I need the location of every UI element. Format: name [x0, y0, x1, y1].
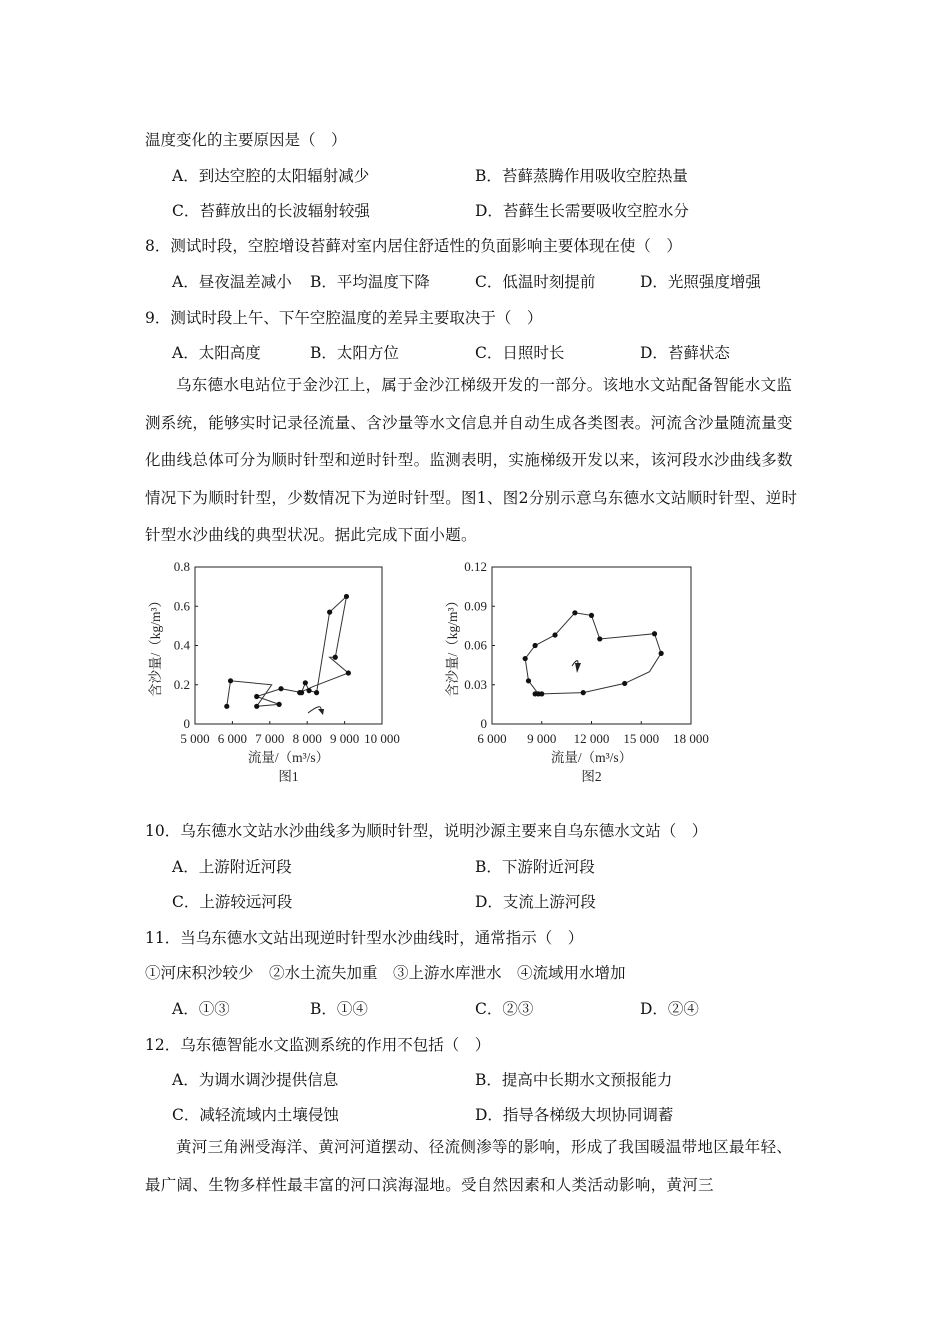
- plot-frame: [492, 567, 691, 724]
- data-point: [526, 678, 531, 683]
- q7-option-b: B．苔藓蒸腾作用吸收空腔热量: [475, 167, 688, 185]
- data-point: [589, 613, 594, 618]
- q12-option-d: D．指导各梯级大坝协同调蓄: [475, 1106, 674, 1124]
- y-tick-label: 0: [480, 716, 487, 731]
- y-tick-label: 0.06: [464, 637, 487, 653]
- data-point: [622, 681, 627, 686]
- chart-1: [148, 559, 400, 784]
- q8-option-c: C．低温时刻提前: [475, 273, 596, 291]
- direction-arrowhead: [318, 709, 324, 715]
- x-tick-label: 5 000: [180, 731, 210, 746]
- x-tick-label: 10 000: [364, 731, 400, 746]
- data-point: [297, 690, 302, 695]
- data-point: [533, 643, 538, 648]
- data-point: [254, 704, 259, 709]
- data-point: [539, 691, 544, 696]
- passage-wudongde-text: 乌东德水电站位于金沙江上，属于金沙江梯级开发的一部分。该地水文站配备智能水文监测系统，能够实时记录径流量、含沙量等水文信息并自动生成各类图表。河流含沙量随流量变化曲线总体可分为顺时针型和逆时针型。监测表明，实施梯级开发以来，该河段水沙曲线多数情况下为顺时针型，少数情况下为逆时针型。图1、图2分别示意乌东德水文站顺时针型、逆时针型水沙曲线的典型状况。据此完成下面小题。: [145, 376, 798, 544]
- plot-frame: [195, 567, 382, 724]
- figure-svg: [145, 555, 709, 790]
- data-point: [346, 670, 351, 675]
- chart-2: [445, 559, 709, 784]
- series-line: [525, 613, 661, 694]
- q7-option-c: C．苔藓放出的长波辐射较强: [172, 202, 370, 220]
- y-tick-label: 0.03: [464, 676, 487, 692]
- data-point: [552, 632, 557, 637]
- figures: [145, 555, 709, 790]
- passage-yellow-river: [145, 1129, 805, 1204]
- q8-option-d: D．光照强度增强: [640, 273, 761, 291]
- figure-caption: 图1: [278, 769, 299, 784]
- y-axis-label: 含沙量/（kg/m³）: [148, 593, 163, 698]
- data-point: [254, 694, 259, 699]
- q11-option-d: D．②④: [640, 1000, 699, 1018]
- q10-stem: 10．乌东德水文站水沙曲线多为顺时针型，说明沙源主要来自乌东德水文站（ ）: [145, 822, 708, 840]
- data-point: [659, 651, 664, 656]
- q10-option-a: A．上游附近河段: [172, 858, 292, 876]
- data-point: [277, 702, 282, 707]
- y-tick-label: 0.2: [173, 676, 190, 692]
- y-tick-label: 0.4: [173, 637, 190, 653]
- y-axis-label: 含沙量/（kg/m³）: [445, 593, 460, 698]
- q9-option-d: D．苔藓状态: [640, 344, 730, 362]
- data-point: [652, 631, 657, 636]
- q11-option-b: B．①④: [310, 1000, 368, 1018]
- passage-yellow-river-text: 黄河三角洲受海洋、黄河河道摆动、径流侧渗等的影响，形成了我国暖温带地区最年轻、最广阔、生物多样性最丰富的河口滨海湿地。受自然因素和人类活动影响，黄河三: [145, 1138, 793, 1194]
- q11-option-c: C．②③: [475, 1000, 534, 1018]
- q9-option-c: C．日照时长: [475, 344, 565, 362]
- data-point: [581, 690, 586, 695]
- q7-option-d: D．苔藓生长需要吸收空腔水分: [475, 202, 689, 220]
- x-axis-label: 流量/（m³/s）: [247, 750, 330, 765]
- data-point: [597, 636, 602, 641]
- q10-option-d: D．支流上游河段: [475, 893, 596, 911]
- x-tick-label: 18 000: [673, 731, 709, 746]
- q12-option-a: A．为调水调沙提供信息: [172, 1071, 339, 1089]
- y-tick-label: 0.12: [464, 559, 487, 574]
- y-tick-label: 0.09: [464, 598, 487, 614]
- q12-stem: 12．乌东德智能水文监测系统的作用不包括（ ）: [145, 1036, 491, 1054]
- data-point: [306, 688, 311, 693]
- q11-stem: 11．当乌东德水文站出现逆时针型水沙曲线时，通常指示（ ）: [145, 929, 584, 947]
- q8-option-a: A．昼夜温差减小: [172, 273, 292, 291]
- x-tick-label: 9 000: [329, 731, 360, 746]
- data-point: [303, 680, 308, 685]
- q11-items: ①河床积沙较少 ②水土流失加重 ③上游水库泄水 ④流域用水增加: [145, 964, 626, 982]
- y-tick-label: 0.8: [173, 559, 190, 574]
- q12-option-c: C．减轻流域内土壤侵蚀: [172, 1106, 339, 1124]
- x-tick-label: 6 000: [477, 731, 507, 746]
- x-tick-label: 15 000: [623, 731, 660, 746]
- q9-option-b: B．太阳方位: [310, 344, 399, 362]
- data-point: [344, 594, 349, 599]
- x-tick-label: 12 000: [573, 731, 610, 746]
- data-point: [333, 655, 338, 660]
- data-point: [327, 610, 332, 615]
- q10-option-c: C．上游较远河段: [172, 893, 293, 911]
- q7-option-a: A．到达空腔的太阳辐射减少: [172, 167, 370, 185]
- x-tick-label: 6 000: [217, 731, 248, 746]
- q9-stem: 9．测试时段上午、下午空腔温度的差异主要取决于（ ）: [145, 309, 543, 327]
- q7-stem-cont: 温度变化的主要原因是（ ）: [145, 131, 347, 149]
- data-point: [523, 656, 528, 661]
- y-tick-label: 0.6: [173, 598, 190, 614]
- data-point: [224, 704, 229, 709]
- q8-stem: 8．测试时段，空腔增设苔藓对室内居住舒适性的负面影响主要体现在使（ ）: [145, 237, 682, 255]
- q12-option-b: B．提高中长期水文预报能力: [475, 1071, 673, 1089]
- x-axis-label: 流量/（m³/s）: [550, 750, 633, 765]
- data-point: [533, 691, 538, 696]
- q8-option-b: B．平均温度下降: [310, 273, 430, 291]
- q10-option-b: B．下游附近河段: [475, 858, 595, 876]
- x-tick-label: 9 000: [527, 731, 557, 746]
- x-tick-label: 7 000: [255, 731, 285, 746]
- data-point: [228, 678, 233, 683]
- x-tick-label: 8 000: [292, 731, 322, 746]
- figure-caption: 图2: [581, 769, 602, 784]
- q11-option-a: A．①③: [172, 1000, 230, 1018]
- y-tick-label: 0: [183, 716, 190, 731]
- direction-arrowhead: [575, 663, 581, 673]
- data-point: [572, 610, 577, 615]
- data-point: [314, 690, 319, 695]
- q9-option-a: A．太阳高度: [172, 344, 261, 362]
- passage-wudongde: [145, 367, 805, 555]
- data-point: [278, 686, 283, 691]
